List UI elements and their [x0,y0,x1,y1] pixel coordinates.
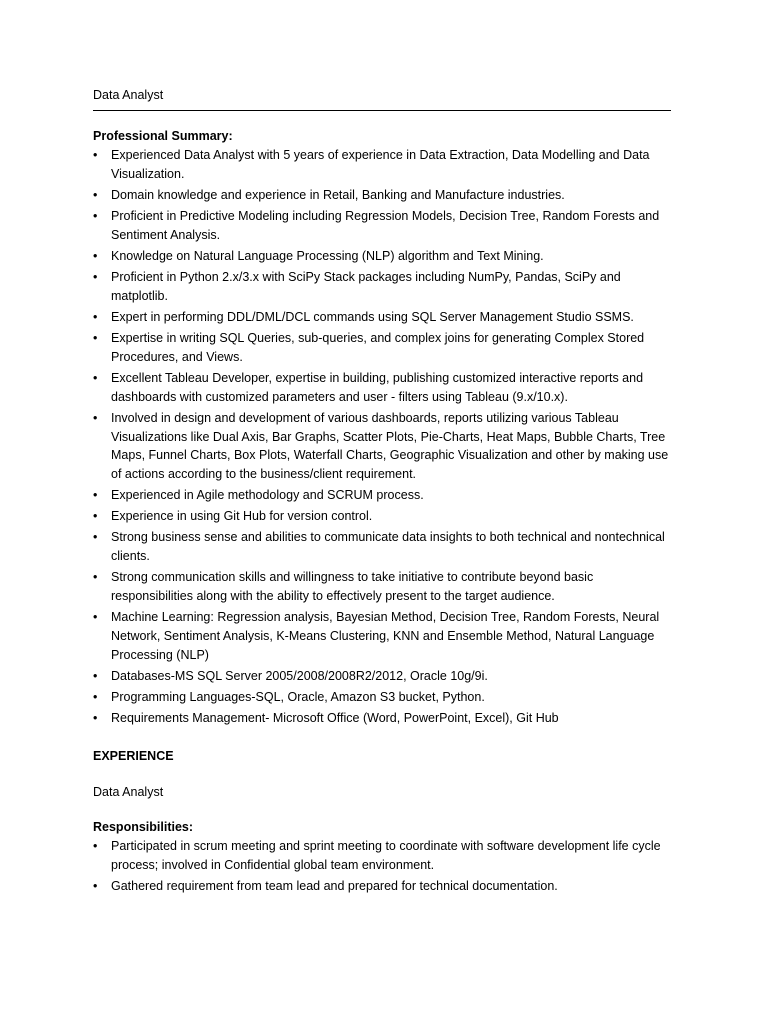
professional-summary-heading: Professional Summary: [93,129,233,143]
list-item [93,528,673,566]
list-item-text: Databases-MS SQL Server 2005/2008/2008R2/2012, Oracle 10g/9i. [111,668,488,683]
list-item-text: Programming Languages-SQL, Oracle, Amazon S3 bucket, Python. [111,689,485,704]
bullet-icon: • [93,689,98,704]
bullet-icon: • [93,370,98,385]
bullet-icon: • [93,410,98,425]
bullet-icon: • [93,838,98,853]
list-item [93,329,673,367]
bullet-icon: • [93,187,98,202]
list-item-text: Proficient in Predictive Modeling including Regression Models, Decision Tree, Random Forests and Sentiment Analysis. [111,208,660,242]
list-item [93,186,673,205]
bullet-icon: • [93,309,98,324]
bullet-icon: • [93,610,98,625]
list-item [93,877,673,896]
list-item-text: Requirements Management- Microsoft Office (Word, PowerPoint, Excel), Git Hub [111,711,559,726]
bullet-icon: • [93,488,98,503]
list-item [93,837,673,875]
list-item-text: Expertise in writing SQL Queries, sub-queries, and complex joins for generating Complex Stored Procedures, and Views. [111,330,645,364]
bullet-icon: • [93,269,98,284]
list-item [93,146,673,184]
experience-heading: EXPERIENCE [93,748,174,763]
list-item [93,308,673,327]
list-item [93,667,673,686]
list-item-text: Excellent Tableau Developer, expertise in building, publishing customized interactive reports and dashboards with customized parameters and user - filters using Tableau (9.x/10.x). [111,370,644,404]
list-item-text: Gathered requirement from team lead and prepared for technical documentation. [111,878,558,893]
list-item-text: Proficient in Python 2.x/3.x with SciPy Stack packages including NumPy, Pandas, SciPy and matplotlib. [111,269,621,303]
experience-role-title: Data Analyst [93,784,164,799]
list-item-text: Involved in design and development of various dashboards, reports utilizing various Tableau Visualizations like Dual Axis, Bar Graphs, Scatter Plots, Pie-Charts, Heat Maps, Bubble Charts, Tree Maps, Funnel Charts, Box Plots, Waterfall Charts, Geographic Visualization and other by making use of actions according to the business/client requirement. [111,410,669,482]
resume-page [93,87,673,898]
list-item [93,247,673,266]
list-item [93,207,673,245]
list-item [93,608,673,664]
bullet-icon: • [93,668,98,683]
list-item [93,369,673,407]
list-item-text: Participated in scrum meeting and sprint meeting to coordinate with software development life cycle process; involved in Confidential global team environment. [111,838,661,872]
list-item [93,688,673,707]
list-item [93,568,673,606]
bullet-icon: • [93,711,98,726]
job-title: Data Analyst [93,88,164,102]
bullet-icon: • [93,570,98,585]
bullet-icon: • [93,330,98,345]
list-item-text: Expert in performing DDL/DML/DCL commands using SQL Server Management Studio SSMS. [111,309,634,324]
list-item-text: Strong business sense and abilities to communicate data insights to both technical and nontechnical clients. [111,530,665,564]
list-item-text: Experienced Data Analyst with 5 years of experience in Data Extraction, Data Modelling and Data Visualization. [111,148,650,181]
list-item-text: Knowledge on Natural Language Processing (NLP) algorithm and Text Mining. [111,248,544,263]
list-item [93,486,673,505]
list-item [93,268,673,306]
list-item [93,507,673,526]
list-item-text: Machine Learning: Regression analysis, Bayesian Method, Decision Tree, Random Forests, Neural Network, Sentiment Analysis, K-Means Clustering, KNN and Ensemble Method, Natural Language Processing (NLP) [111,610,660,662]
list-item-text: Experience in using Git Hub for version control. [111,509,373,524]
title-divider [93,110,671,111]
bullet-icon: • [93,248,98,263]
bullet-icon: • [93,148,98,162]
summary-list [93,146,673,728]
list-item-text: Domain knowledge and experience in Retail, Banking and Manufacture industries. [111,187,565,202]
bullet-icon: • [93,509,98,524]
bullet-icon: • [93,530,98,545]
list-item-text: Experienced in Agile methodology and SCRUM process. [111,488,424,503]
responsibilities-heading: Responsibilities: [93,819,194,834]
list-item-text: Strong communication skills and willingness to take initiative to contribute beyond basic responsibilities along with the ability to effectively present to the target audience. [111,570,594,604]
responsibilities-list [93,837,673,896]
bullet-icon: • [93,208,98,223]
list-item [93,709,673,728]
list-item [93,409,673,484]
bullet-icon: • [93,878,98,893]
